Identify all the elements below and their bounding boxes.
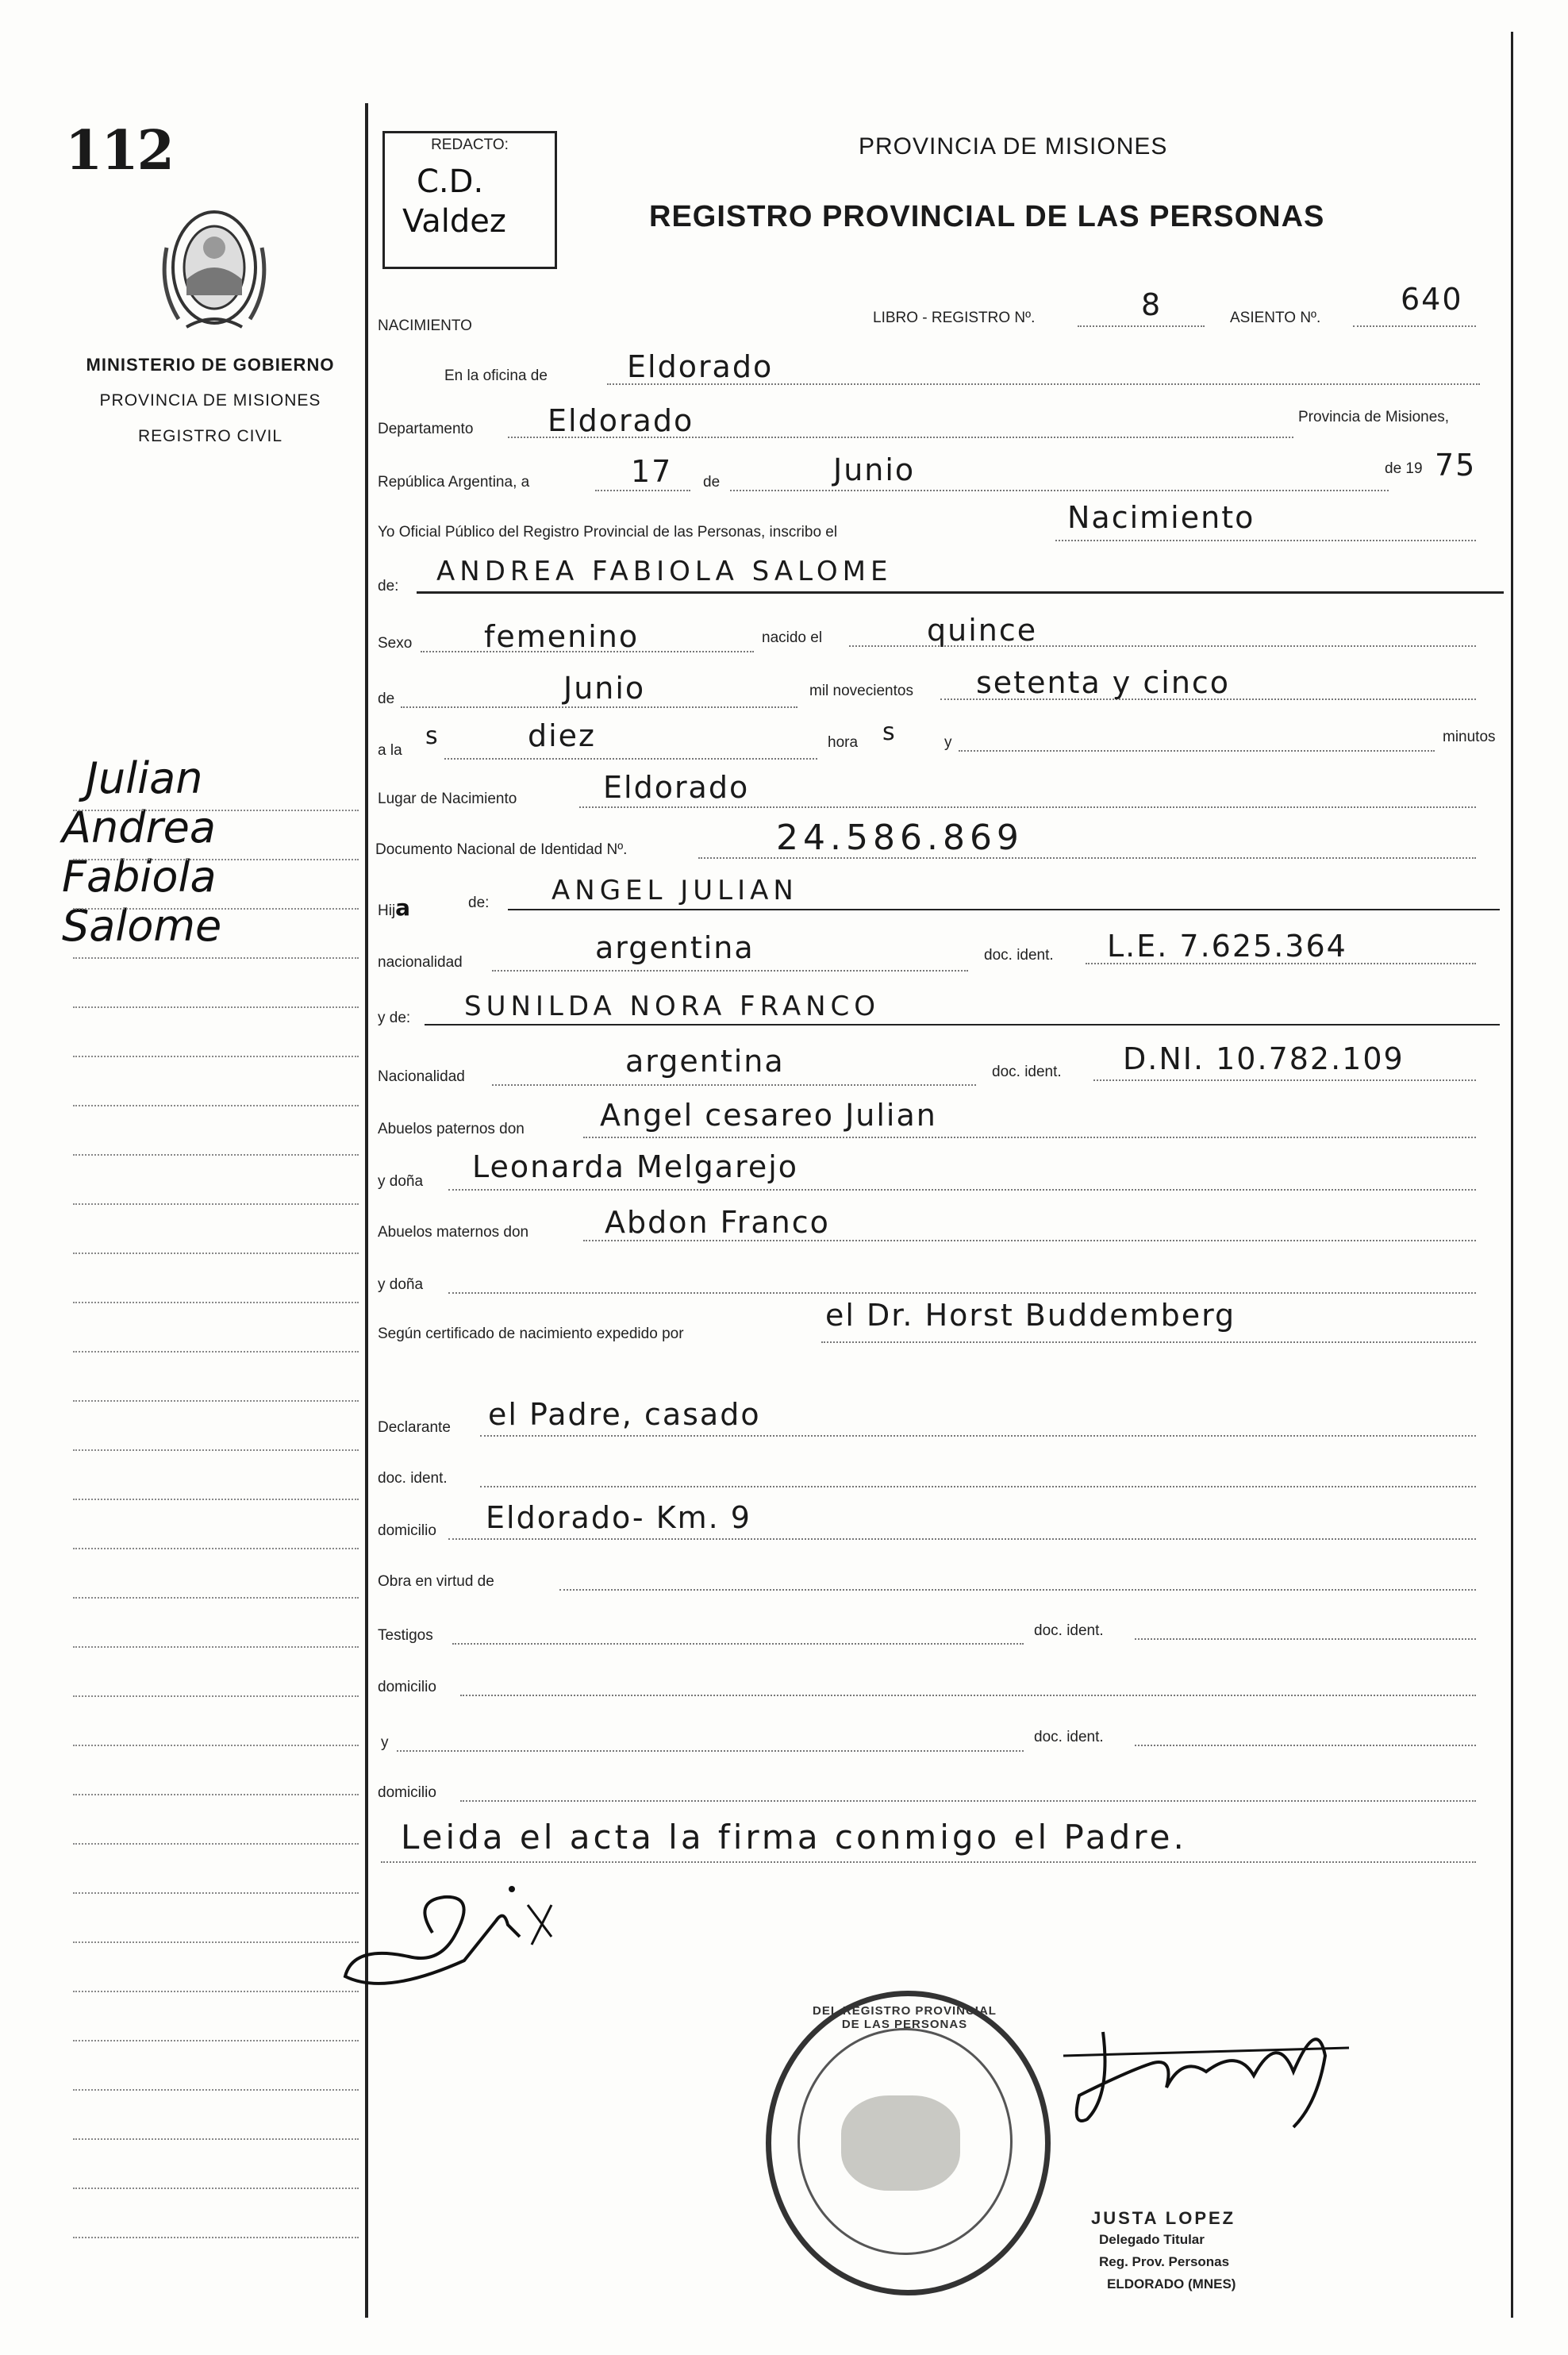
domicilio3-label: domicilio <box>378 1784 436 1801</box>
anio-nac-value: setenta y cinco <box>976 665 1231 700</box>
hija-label <box>378 895 410 921</box>
nacido-label: nacido el <box>762 629 823 646</box>
hora-label: hora <box>828 734 859 751</box>
asiento-label: ASIENTO Nº. <box>1230 310 1321 326</box>
margin-note-line: Fabiola <box>62 852 217 902</box>
hora-s-value: s <box>882 718 897 746</box>
hija-suffix: a <box>395 895 411 921</box>
anio-value: 75 <box>1435 448 1477 483</box>
abuelos-mat-label: Abuelos maternos don <box>378 1224 529 1241</box>
dni-label: Documento Nacional de Identidad Nº. <box>375 841 628 858</box>
doc-ident-label: doc. ident. <box>984 947 1054 964</box>
departamento-value: Eldorado <box>548 403 694 438</box>
declarant-signature <box>337 1857 607 2000</box>
dni-value: 24.586.869 <box>776 818 1024 858</box>
stamp-location: ELDORADO (MNES) <box>1107 2276 1236 2292</box>
doc-ident3-label: doc. ident. <box>378 1470 448 1487</box>
redacto-label: REDACTO: <box>431 137 509 153</box>
padre-doc-value: L.E. 7.625.364 <box>1107 929 1347 964</box>
inscribo-value: Nacimiento <box>1067 500 1255 535</box>
margin-note-line: Salome <box>62 901 222 951</box>
lugar-label: Lugar de Nacimiento <box>378 791 517 807</box>
y-label: y <box>944 734 952 751</box>
seal-text: DEL REGISTRO PROVINCIAL DE LAS PERSONAS <box>813 2004 997 2031</box>
abuela-pat-value: Leonarda Melgarejo <box>472 1149 799 1184</box>
nombre-value: ANDREA FABIOLA SALOME <box>436 556 893 587</box>
mes-value: Junio <box>833 452 916 487</box>
domicilio-value: Eldorado- Km. 9 <box>486 1500 751 1535</box>
padre-nac-value: argentina <box>595 930 755 965</box>
republica-label: República Argentina, a <box>378 474 530 491</box>
madre-value: SUNILDA NORA FRANCO <box>464 991 881 1022</box>
nacionalidad2-label: Nacionalidad <box>378 1068 465 1085</box>
yo-oficial-label: Yo Oficial Público del Registro Provincial de las Personas, inscribo el <box>378 524 838 541</box>
lugar-value: Eldorado <box>603 770 750 805</box>
ydona-label: y doña <box>378 1173 424 1190</box>
abuelo-mat-value: Abdon Franco <box>605 1205 830 1240</box>
declarante-value: el Padre, casado <box>488 1397 761 1432</box>
ydona2-label: y doña <box>378 1276 424 1293</box>
ministry-province: PROVINCIA DE MISIONES <box>99 391 321 410</box>
de19-label: de 19 <box>1385 460 1423 477</box>
doc-ident5-label: doc. ident. <box>1034 1729 1104 1745</box>
dia-value: 17 <box>631 454 673 489</box>
yde-label: y de: <box>378 1010 411 1026</box>
doc-ident2-label: doc. ident. <box>992 1064 1062 1080</box>
padre-value: ANGEL JULIAN <box>551 875 798 906</box>
departamento-label: Departamento <box>378 421 474 437</box>
nacido-value: quince <box>927 613 1038 648</box>
page-number: 112 <box>65 119 173 183</box>
testigos-label: Testigos <box>378 1627 433 1644</box>
sexo-value: femenino <box>484 619 640 654</box>
redacto-box <box>382 131 557 269</box>
madre-nac-value: argentina <box>625 1044 785 1079</box>
redacto-value: C.D. <box>417 164 484 200</box>
mes-nac-value: Junio <box>563 671 646 706</box>
abuelos-pat-label: Abuelos paternos don <box>378 1121 525 1137</box>
margin-note-line: Andrea <box>62 802 216 852</box>
asiento-value: 640 <box>1401 282 1463 317</box>
closing-text: Leida el acta la firma conmigo el Padre. <box>401 1818 1187 1857</box>
abuelo-pat-value: Angel cesareo Julian <box>600 1098 937 1133</box>
margin-note <box>62 754 221 951</box>
domicilio-label: domicilio <box>378 1522 436 1539</box>
hora-value: diez <box>528 718 597 753</box>
registry-header: REGISTRO PROVINCIAL DE LAS PERSONAS <box>649 200 1325 233</box>
provincia-label: Provincia de Misiones, <box>1298 409 1450 425</box>
libro-value: 8 <box>1141 287 1163 322</box>
act-type-label: NACIMIENTO <box>378 317 472 334</box>
segun-value: el Dr. Horst Buddemberg <box>825 1298 1236 1333</box>
mil-label: mil novecientos <box>809 683 913 699</box>
y2-label: y <box>381 1734 389 1751</box>
ala-label: a la <box>378 742 402 759</box>
stamp-title: Delegado Titular <box>1099 2232 1205 2247</box>
segun-label: Según certificado de nacimiento expedido por <box>378 1326 684 1342</box>
de-label: de <box>703 474 721 491</box>
de3-label: de: <box>468 895 490 911</box>
seal-center <box>841 2095 960 2191</box>
stamp-office: Reg. Prov. Personas <box>1099 2254 1230 2269</box>
ala-value: s <box>425 722 440 750</box>
oficina-label: En la oficina de <box>444 367 548 384</box>
sexo-label: Sexo <box>378 635 413 652</box>
nacionalidad-label: nacionalidad <box>378 954 463 971</box>
ministry-civil: REGISTRO CIVIL <box>137 427 283 445</box>
officer-signature <box>1055 2000 1357 2151</box>
minutos-label: minutos <box>1443 729 1496 745</box>
libro-label: LIBRO - REGISTRO Nº. <box>873 310 1036 326</box>
oficina-value: Eldorado <box>627 349 774 384</box>
margin-note-line: Julian <box>86 753 203 803</box>
declarante-label: Declarante <box>378 1419 451 1436</box>
madre-doc-value: D.NI. 10.782.109 <box>1123 1041 1405 1076</box>
hija-label-text: Hij <box>378 902 396 919</box>
de2-label: de <box>378 691 395 707</box>
de-colon-label: de: <box>378 578 399 595</box>
province-header: PROVINCIA DE MISIONES <box>859 133 1168 160</box>
right-rule <box>1511 32 1513 2318</box>
doc-ident4-label: doc. ident. <box>1034 1622 1104 1639</box>
ministry-title: MINISTERIO DE GOBIERNO <box>86 355 335 375</box>
coat-of-arms-icon <box>155 200 274 335</box>
obra-label: Obra en virtud de <box>378 1573 494 1590</box>
stamp-name: JUSTA LOPEZ <box>1091 2208 1236 2228</box>
redacto-value: Valdez <box>402 203 506 240</box>
domicilio2-label: domicilio <box>378 1679 436 1695</box>
